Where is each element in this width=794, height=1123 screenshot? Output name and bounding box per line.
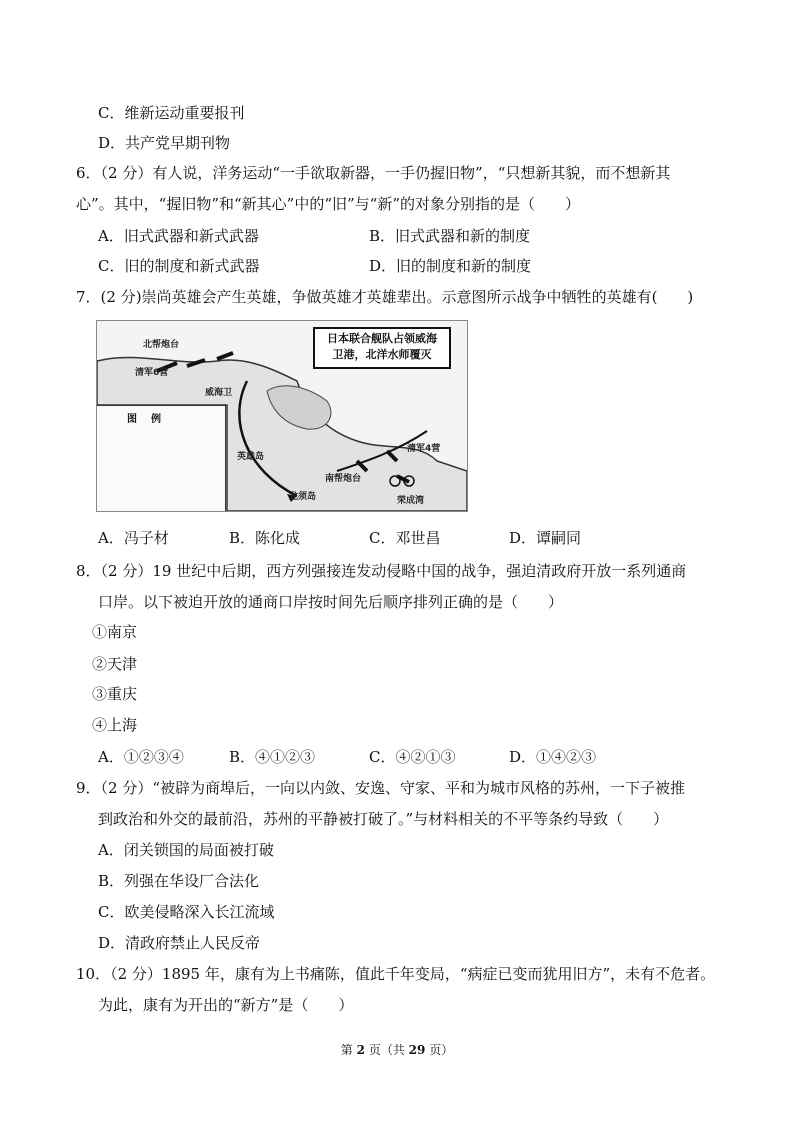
q7-option-a: A．冯子材 (98, 529, 169, 547)
footer-prefix: 第 (340, 1043, 353, 1057)
q6-stem-line1: 6．（2 分）有人说，洋务运动“一手欲取新器，一手仍握旧物”，“只想新其貌，而不想新其 (76, 164, 671, 182)
map-label-longxudao: 龙须岛 (289, 492, 317, 502)
q7-option-b: B．陈化成 (229, 529, 301, 547)
q6-option-a: A．旧式武器和新式武器 (98, 227, 259, 245)
footer-suffix: 页） (429, 1043, 454, 1057)
q6-option-d: D．旧的制度和新的制度 (369, 257, 532, 275)
map-title-line1: 日本联合舰队占领威海 (327, 332, 437, 345)
legend-title: 图例 (127, 414, 175, 425)
map-label-qingjun4: 清军4营 (407, 444, 441, 454)
q5-option-d: D．共产党早期刊物 (98, 134, 231, 152)
map-title-line2: 卫港，北洋水师覆灭 (332, 348, 432, 361)
map-label-qingjun6: 清军6营 (135, 368, 169, 378)
map-label-nanbang: 南帮炮台 (325, 474, 362, 484)
q6-option-c: C．旧的制度和新式武器 (98, 257, 260, 275)
q9-option-a: A．闭关锁国的局面被打破 (98, 841, 274, 859)
map-legend (97, 405, 226, 512)
q9-option-c: C．欧美侵略深入长江流域 (98, 903, 275, 921)
q10-stem-line2: 为此，康有为开出的“新方”是（ ） (98, 996, 354, 1014)
q9-stem-line1: 9．（2 分）“被辟为商埠后，一向以内敛、安逸、守家、平和为城市风格的苏州，一下子被推 (76, 779, 686, 797)
q8-item-3: ③重庆 (92, 685, 138, 703)
footer-page-number: 2 (356, 1043, 365, 1057)
q9-option-d: D．清政府禁止人民反帝 (98, 934, 261, 952)
q8-stem-line2: 口岸。以下被迫开放的通商口岸按时间先后顺序排列正确的是（ ） (98, 593, 564, 611)
q8-option-a: A．①②③④ (98, 748, 184, 766)
map-label-rongchengwan: 荣成湾 (397, 496, 425, 506)
q8-option-c: C．④②①③ (369, 748, 456, 766)
q5-option-c: C．维新运动重要报刊 (98, 104, 245, 122)
map-title-box (313, 327, 451, 369)
q8-option-b: B．④①②③ (229, 748, 316, 766)
footer-mid: 页（共 (368, 1043, 405, 1057)
q9-stem-line2: 到政治和外交的最前沿，苏州的平静被打破了。”与材料相关的不平等条约导致（ ） (98, 810, 669, 828)
map-label-yingxiongdao: 英雄岛 (237, 452, 265, 462)
q10-stem-line1: 10．（2 分）1895 年，康有为上书痛陈，值此千年变局，“病症已变而犹用旧方”，未有不危者。 (76, 965, 716, 983)
q8-item-1: ①南京 (92, 623, 138, 641)
q8-item-2: ②天津 (92, 655, 138, 673)
q6-stem-line2: 心”。其中，“握旧物”和“新其心”中的“旧”与“新”的对象分别指的是（ ） (76, 195, 581, 213)
q7-option-c: C．邓世昌 (369, 529, 441, 547)
page-footer (0, 1042, 794, 1058)
q8-item-4: ④上海 (92, 716, 138, 734)
q7-stem: 7．(2 分)崇尚英雄会产生英雄，争做英雄才英雄辈出。示意图所示战争中牺牲的英雄有( ) (76, 288, 694, 306)
footer-total-pages: 29 (408, 1043, 426, 1057)
war-map-figure (96, 320, 468, 512)
q7-option-d: D．谭嗣同 (509, 529, 582, 547)
q6-option-b: B．旧式武器和新的制度 (369, 227, 531, 245)
q9-option-b: B．列强在华设厂合法化 (98, 872, 260, 890)
q8-option-d: D．①④②③ (509, 748, 597, 766)
map-label-beibang: 北帮炮台 (143, 340, 180, 350)
map-label-weihaiwei: 威海卫 (205, 388, 233, 398)
q8-stem-line1: 8．（2 分）19 世纪中后期，西方列强接连发动侵略中国的战争，强迫清政府开放一系列通商 (76, 562, 687, 580)
